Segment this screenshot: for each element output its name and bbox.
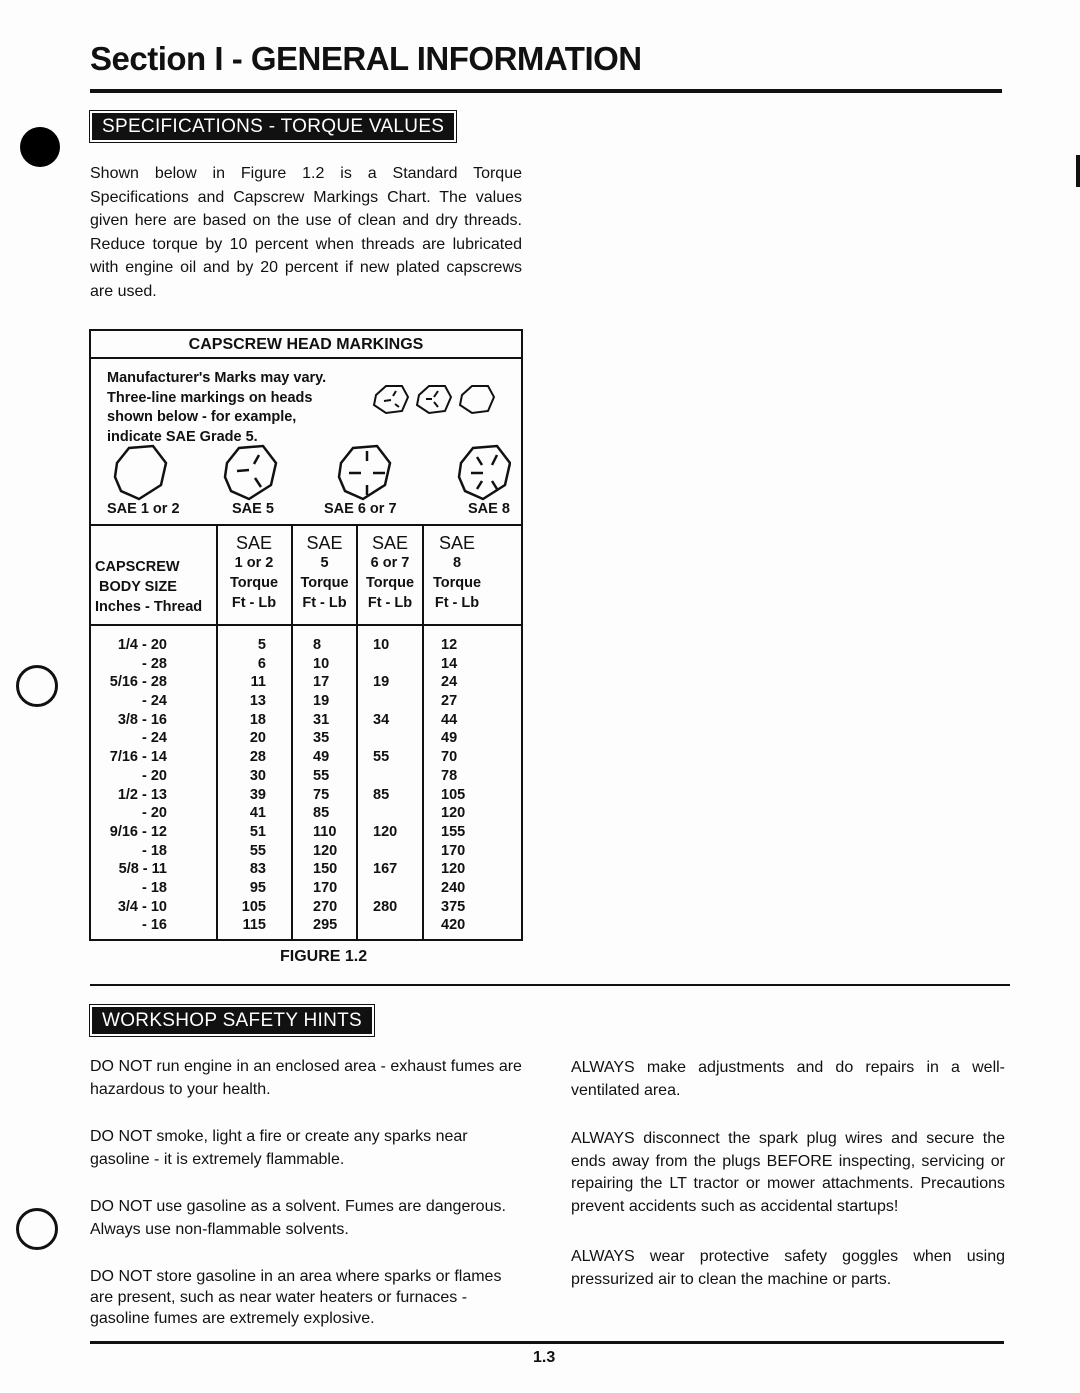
example-heads-icon xyxy=(369,383,499,423)
safety-hint: ALWAYS make adjustments and do repairs in a well-ventilated area. xyxy=(571,1059,1005,1099)
safety-hint: DO NOT smoke, light a fire or create any sparks near gasoline - it is extremely flammable. xyxy=(90,1128,468,1168)
torque-cell: 27 xyxy=(441,693,458,710)
torque-cell xyxy=(373,804,413,823)
torque-cell xyxy=(373,729,413,748)
torque-cell: 49 xyxy=(441,730,458,747)
size-cell: 3/4 - 10 xyxy=(117,898,167,915)
torque-cell: 70 xyxy=(441,749,458,766)
torque-cell xyxy=(373,916,413,935)
torque-cell: 6 xyxy=(257,655,266,672)
torque-cell: 14 xyxy=(441,655,458,672)
torque-cell: 95 xyxy=(249,879,266,896)
intro-paragraph: Shown below in Figure 1.2 is a Standard Torque Specifications and Capscrew Markings Chart. The values given here are based on the use of clean and dry threads. Reduce torque by 10 percent when threads are lubricated with engine oil and by 20 percent if new plated capscrews are used. xyxy=(90,165,522,300)
torque-cell: 55 xyxy=(373,749,390,766)
safety-hint: DO NOT run engine in an enclosed area - exhaust fumes are hazardous to your health. xyxy=(90,1058,522,1098)
torque-cell: 8 xyxy=(313,637,322,653)
manufacturer-note: Manufacturer's Marks may vary. Three-line markings on heads shown below - for example, indicate SAE Grade 5. xyxy=(107,370,327,445)
punch-hole xyxy=(16,1208,58,1250)
torque-cell: 24 xyxy=(441,674,458,691)
torque-cell: 13 xyxy=(249,693,266,710)
torque-cell: 170 xyxy=(313,879,338,896)
sae8-column xyxy=(441,636,481,935)
torque-cell: 10 xyxy=(373,637,390,653)
safety-hint: DO NOT use gasoline as a solvent. Fumes are dangerous. Always use non-flammable solvents. xyxy=(90,1198,506,1238)
torque-cell: 420 xyxy=(441,917,466,934)
table-header-rule xyxy=(91,624,521,626)
size-cell: 1/2 - 13 xyxy=(117,786,167,803)
torque-cell: 17 xyxy=(313,674,330,691)
sae5-column xyxy=(313,636,353,935)
torque-cell: 44 xyxy=(441,711,458,728)
torque-cell: 18 xyxy=(249,711,266,728)
torque-cell: 39 xyxy=(249,786,266,803)
head-label-sae-6-7: SAE 6 or 7 xyxy=(324,501,397,517)
torque-cell xyxy=(373,767,413,786)
size-cell: - 18 xyxy=(142,842,167,859)
torque-cell xyxy=(373,655,413,674)
size-column xyxy=(91,636,167,935)
safety-hint: ALWAYS wear protective safety goggles when using pressurized air to clean the machine or parts. xyxy=(571,1248,1005,1288)
header-rule xyxy=(90,89,1002,93)
torque-cell: 83 xyxy=(249,861,266,878)
torque-cell: 41 xyxy=(249,805,266,822)
torque-cell: 12 xyxy=(441,637,458,653)
torque-cell: 155 xyxy=(441,823,466,840)
torque-cell: 10 xyxy=(313,655,330,672)
size-cell: - 16 xyxy=(142,917,167,934)
torque-cell: 11 xyxy=(250,674,266,691)
figure-caption: FIGURE 1.2 xyxy=(280,948,368,965)
size-cell: 1/4 - 20 xyxy=(117,637,167,653)
sae12-column-header: SAE 1 or 2 Torque Ft - Lb xyxy=(229,533,279,611)
torque-cell: 375 xyxy=(441,898,466,915)
head-label-sae-5: SAE 5 xyxy=(232,501,274,517)
sae12-column xyxy=(218,636,266,935)
size-cell: 7/16 - 14 xyxy=(109,749,167,766)
torque-cell: 120 xyxy=(313,842,338,859)
torque-cell: 35 xyxy=(313,730,330,747)
sae67-column-header: SAE 6 or 7 Torque Ft - Lb xyxy=(365,533,415,611)
punch-hole-filled xyxy=(20,127,60,167)
safety-hint: DO NOT store gasoline in an area where sparks or flames are present, such as near water heaters or furnaces - gasoline fumes are extremely explosive. xyxy=(90,1268,502,1327)
punch-hole xyxy=(16,665,58,707)
torque-cell: 49 xyxy=(313,749,330,766)
sae8-column-header: SAE 8 Torque Ft - Lb xyxy=(432,533,482,611)
torque-cell: 295 xyxy=(313,917,338,934)
torque-cell: 19 xyxy=(373,674,390,691)
table-top-rule xyxy=(91,524,521,526)
torque-cell: 28 xyxy=(249,749,266,766)
torque-cell: 85 xyxy=(313,805,330,822)
torque-cell: 30 xyxy=(249,767,266,784)
torque-cell: 240 xyxy=(441,879,466,896)
capscrew-heads-icon xyxy=(111,443,511,505)
torque-cell: 120 xyxy=(373,823,398,840)
specifications-banner: SPECIFICATIONS - TORQUE VALUES xyxy=(89,110,457,143)
torque-cell: 5 xyxy=(257,637,266,653)
head-label-sae-1-2: SAE 1 or 2 xyxy=(107,501,180,517)
torque-cell: 170 xyxy=(441,842,466,859)
torque-cell: 115 xyxy=(242,917,266,934)
torque-cell: 105 xyxy=(241,898,266,915)
torque-cell: 270 xyxy=(313,898,338,915)
size-cell: - 18 xyxy=(142,879,167,896)
torque-cell: 31 xyxy=(313,711,330,728)
size-cell: - 24 xyxy=(142,730,167,747)
torque-cell: 110 xyxy=(313,823,337,840)
safety-banner: WORKSHOP SAFETY HINTS xyxy=(89,1004,375,1037)
scan-edge-mark xyxy=(1076,155,1080,187)
footer-rule xyxy=(90,1341,1004,1344)
torque-cell: 55 xyxy=(313,767,330,784)
torque-cell: 150 xyxy=(313,861,338,878)
torque-cell: 75 xyxy=(313,786,330,803)
size-cell: - 20 xyxy=(142,805,167,822)
torque-cell: 105 xyxy=(441,786,466,803)
torque-cell xyxy=(373,692,413,711)
torque-cell: 120 xyxy=(441,805,466,822)
size-column-header: CAPSCREW BODY SIZE Inches - Thread xyxy=(95,559,203,615)
head-label-sae-8: SAE 8 xyxy=(468,501,510,517)
page-title: Section I - GENERAL INFORMATION xyxy=(90,40,642,77)
torque-chart xyxy=(89,329,523,941)
size-cell: - 24 xyxy=(142,693,167,710)
torque-cell: 20 xyxy=(249,730,266,747)
size-cell: 5/16 - 28 xyxy=(109,674,167,691)
chart-title: CAPSCREW HEAD MARKINGS xyxy=(91,331,521,359)
size-cell: - 20 xyxy=(142,767,167,784)
torque-cell xyxy=(373,879,413,898)
torque-cell: 280 xyxy=(373,898,398,915)
torque-cell xyxy=(373,842,413,861)
torque-cell: 167 xyxy=(373,861,398,878)
size-cell: 3/8 - 16 xyxy=(117,711,167,728)
safety-hint: ALWAYS disconnect the spark plug wires and secure the ends away from the plugs BEFORE inspecting, servicing or repairing the LT tractor or mower attachments. Precautions prevent accidents such as accidental startups! xyxy=(571,1130,1005,1215)
torque-cell: 55 xyxy=(249,842,266,859)
torque-cell: 19 xyxy=(313,693,330,710)
torque-cell: 51 xyxy=(249,823,266,840)
torque-cell: 120 xyxy=(441,861,466,878)
torque-cell: 78 xyxy=(441,767,458,784)
size-cell: 5/8 - 11 xyxy=(118,861,167,878)
sae67-column xyxy=(373,636,413,935)
torque-cell: 85 xyxy=(373,786,390,803)
size-cell: 9/16 - 12 xyxy=(109,823,167,840)
sae5-column-header: SAE 5 Torque Ft - Lb xyxy=(300,533,349,611)
section-divider xyxy=(90,984,1010,986)
page-number: 1.3 xyxy=(533,1349,556,1366)
torque-cell: 34 xyxy=(373,711,390,728)
size-cell: - 28 xyxy=(142,655,167,672)
